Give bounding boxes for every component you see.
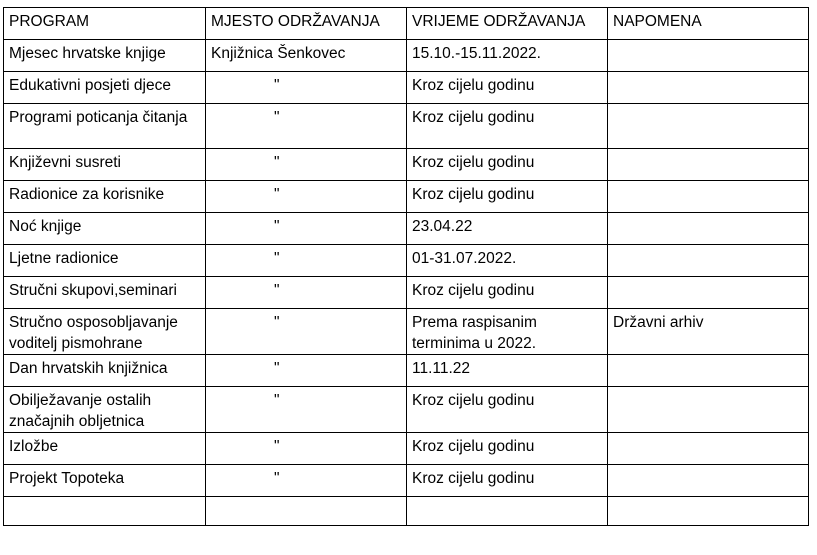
cell-time: Kroz cijelu godinu	[407, 277, 608, 309]
cell-place: "	[206, 277, 407, 309]
cell-place: "	[206, 181, 407, 213]
cell-time: Kroz cijelu godinu	[407, 181, 608, 213]
table-header-row	[4, 8, 809, 40]
cell-note	[608, 40, 809, 72]
cell-note	[608, 104, 809, 149]
table-row	[4, 40, 809, 72]
cell-time: 23.04.22	[407, 213, 608, 245]
cell-program: Stručni skupovi,seminari	[4, 277, 206, 309]
cell-time: Kroz cijelu godinu	[407, 72, 608, 104]
cell-note	[608, 149, 809, 181]
cell-program: Programi poticanja čitanja	[4, 104, 206, 149]
cell-program: Radionice za korisnike	[4, 181, 206, 213]
cell-note	[608, 181, 809, 213]
table-row	[4, 245, 809, 277]
cell-place: Knjižnica Šenkovec	[206, 40, 407, 72]
cell-note: Državni arhiv	[608, 309, 809, 355]
cell-note	[608, 387, 809, 433]
cell-time: 01-31.07.2022.	[407, 245, 608, 277]
header-program: PROGRAM	[4, 8, 206, 40]
cell-note	[608, 497, 809, 526]
header-time: VRIJEME ODRŽAVANJA	[407, 8, 608, 40]
cell-program	[4, 497, 206, 526]
cell-time: Kroz cijelu godinu	[407, 387, 608, 433]
cell-program: Stručno osposobljavanje voditelj pismohrane	[4, 309, 206, 355]
cell-place: "	[206, 433, 407, 465]
table-row	[4, 355, 809, 387]
cell-program: Ljetne radionice	[4, 245, 206, 277]
header-place: MJESTO ODRŽAVANJA	[206, 8, 407, 40]
cell-program: Književni susreti	[4, 149, 206, 181]
cell-program: Projekt Topoteka	[4, 465, 206, 497]
table-row	[4, 181, 809, 213]
cell-note	[608, 355, 809, 387]
cell-time: 11.11.22	[407, 355, 608, 387]
cell-program: Obilježavanje ostalih značajnih obljetnica	[4, 387, 206, 433]
program-table	[3, 7, 809, 526]
cell-program: Izložbe	[4, 433, 206, 465]
cell-time: Kroz cijelu godinu	[407, 104, 608, 149]
cell-note	[608, 277, 809, 309]
cell-time: Kroz cijelu godinu	[407, 465, 608, 497]
table-row	[4, 433, 809, 465]
cell-place: "	[206, 149, 407, 181]
cell-place: "	[206, 245, 407, 277]
cell-note	[608, 213, 809, 245]
cell-time: Prema raspisanim terminima u 2022.	[407, 309, 608, 355]
table-row	[4, 72, 809, 104]
table-row	[4, 104, 809, 149]
cell-place: "	[206, 309, 407, 355]
cell-note	[608, 245, 809, 277]
cell-place: "	[206, 72, 407, 104]
cell-place: "	[206, 465, 407, 497]
table-row	[4, 497, 809, 526]
cell-time: Kroz cijelu godinu	[407, 433, 608, 465]
table-row	[4, 309, 809, 355]
cell-time	[407, 497, 608, 526]
cell-place	[206, 497, 407, 526]
header-note: NAPOMENA	[608, 8, 809, 40]
cell-note	[608, 465, 809, 497]
cell-time: 15.10.-15.11.2022.	[407, 40, 608, 72]
table-row	[4, 277, 809, 309]
cell-note	[608, 72, 809, 104]
table-row	[4, 465, 809, 497]
cell-note	[608, 433, 809, 465]
cell-program: Dan hrvatskih knjižnica	[4, 355, 206, 387]
table-row	[4, 213, 809, 245]
table-row	[4, 387, 809, 433]
cell-place: "	[206, 355, 407, 387]
cell-place: "	[206, 387, 407, 433]
table-row	[4, 149, 809, 181]
cell-program: Noć knjige	[4, 213, 206, 245]
cell-program: Mjesec hrvatske knjige	[4, 40, 206, 72]
cell-place: "	[206, 104, 407, 149]
cell-program: Edukativni posjeti djece	[4, 72, 206, 104]
cell-place: "	[206, 213, 407, 245]
cell-time: Kroz cijelu godinu	[407, 149, 608, 181]
